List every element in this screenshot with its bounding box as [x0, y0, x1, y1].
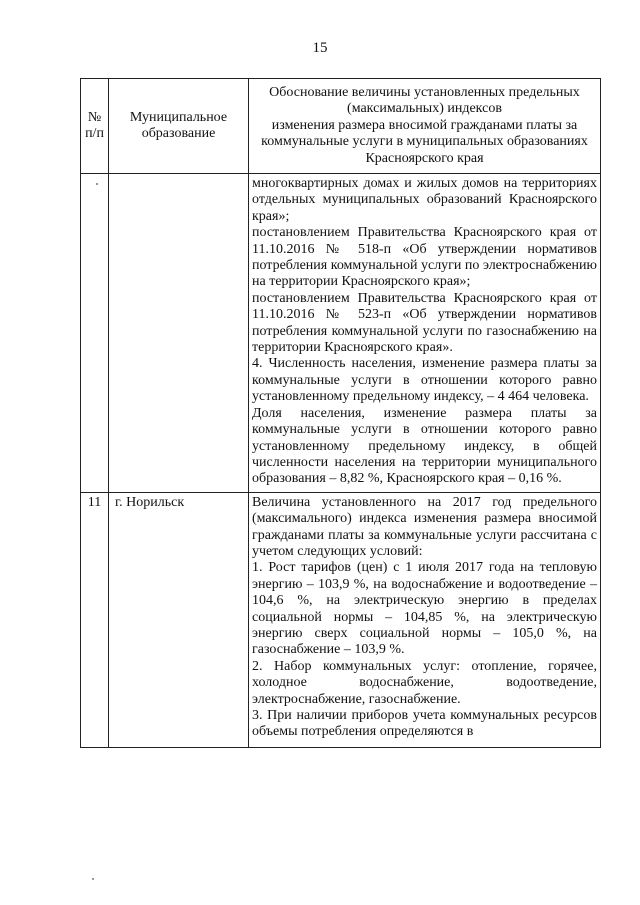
page-number: 15	[312, 40, 328, 56]
paragraph: 3. При наличии приборов учета коммунальных ресурсов объемы потребления определяются в	[252, 708, 597, 740]
indices-table	[80, 78, 601, 748]
paragraph: постановлением Правительства Красноярского края от 11.10.2016 № 523-п «Об утверждении нормативов потребления коммунальной услуги по газоснабжению на территории Красноярского края».	[252, 290, 597, 356]
paragraph: 4. Численность населения, изменение размера платы за коммунальные услуги в отношении которого равно установленному предельному индексу, – 4 464 человека.	[252, 356, 597, 405]
scan-speck	[92, 878, 94, 880]
row-justification	[249, 174, 601, 493]
row-num	[81, 174, 109, 493]
header-justification: Обоснование величины установленных предельных (максимальных) индексов изменения размера вносимой гражданами платы за коммунальные услуги в муниципальных образованиях Красноярского края	[249, 79, 601, 174]
row-num: 11	[81, 492, 109, 747]
row-justification	[249, 492, 601, 747]
table-row	[81, 174, 601, 493]
scan-speck	[96, 183, 98, 185]
header-num: № п/п	[81, 79, 109, 174]
table-header-row	[81, 79, 601, 174]
paragraph: 2. Набор коммунальных услуг: отопление, горячее, холодное водоснабжение, водоотведение, электроснабжение, газоснабжение.	[252, 658, 597, 707]
paragraph: 1. Рост тарифов (цен) с 1 июля 2017 года на тепловую энергию – 103,9 %, на водоснабжение и водоотведение – 104,6 %, на электрическую энергию в пределах социальной нормы – 104,85 %, на электрическую энергию сверх социальной нормы – 105,0 %, на газоснабжение – 103,9 %.	[252, 560, 597, 658]
paragraph: Доля населения, изменение размера платы за коммунальные услуги в отношении которого равно установленному предельному индексу, в общей численности населения на территории муниципального образования – 8,82 %, Красноярского края – 0,16 %.	[252, 405, 597, 487]
row-municipality	[109, 174, 249, 493]
paragraph: многоквартирных домах и жилых домов на территориях отдельных муниципальных образований Красноярского края»;	[252, 176, 597, 224]
paragraph: Величина установленного на 2017 год предельного (максимального) индекса изменения размера вносимой гражданами платы за коммунальные услуги рассчитана с учетом следующих условий:	[252, 494, 597, 559]
row-municipality: г. Норильск	[109, 492, 249, 747]
table-row	[81, 492, 601, 747]
paragraph: постановлением Правительства Красноярского края от 11.10.2016 № 518-п «Об утверждении нормативов потребления коммунальной услуги по электроснабжению на территории Красноярского края»;	[252, 225, 597, 290]
header-municipality: Муниципальное образование	[109, 79, 249, 174]
